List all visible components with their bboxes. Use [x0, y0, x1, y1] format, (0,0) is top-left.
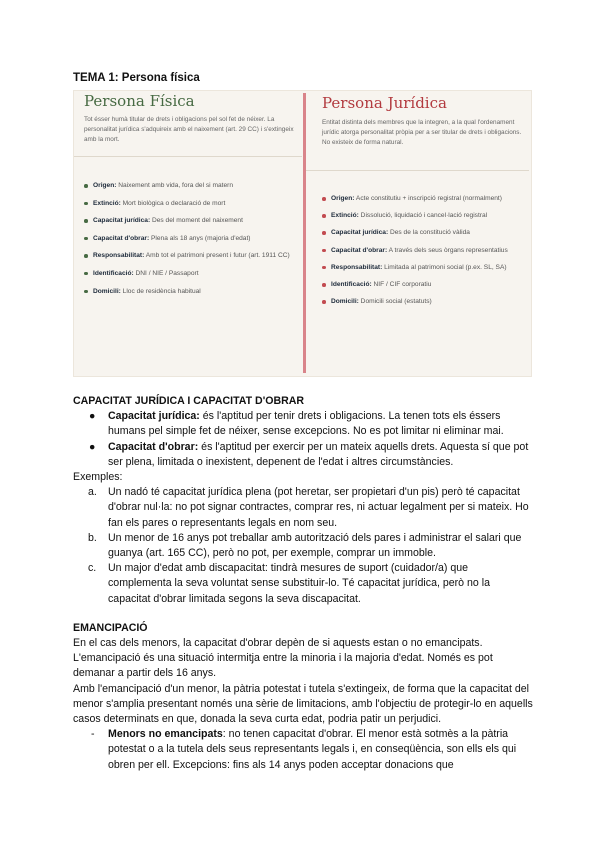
bullet-dot-icon	[322, 231, 326, 235]
list-item: Identificació: DNI / NIE / Passaport	[84, 269, 294, 278]
list-item: Capacitat d'obrar: A través dels seus òrgans representatius	[322, 246, 522, 255]
column-separator	[306, 170, 529, 171]
list-item: Domicili: Domicili social (estatuts)	[322, 297, 522, 306]
bullet-dot-icon	[84, 184, 88, 188]
dash-item: - Menors no emancipats: no tenen capacitat d'obrar. El menor està sotmès a la pàtria potestat o a la tutela dels seus representants legals i, en conseqüència, son ells els qui obren per ell. Excepcions: fins als 14 anys poden acceptar donacions que	[91, 728, 517, 771]
bullet-marker: ●	[89, 440, 96, 453]
bullet-dot-icon	[84, 202, 88, 206]
persona-fisica-column	[74, 91, 302, 376]
bullet-dot-icon	[84, 219, 88, 223]
list-item: Extinció: Dissolució, liquidació i cancel·lació registral	[322, 211, 522, 220]
bullet-dot-icon	[322, 283, 326, 287]
list-item: Identificació: NIF / CIF corporatiu	[322, 280, 522, 289]
persona-juridica-definition: Entitat distinta dels membres que la integren, a la qual l'ordenament jurídic atorga personalitat pròpia per a ser titular de drets i obligacions. No existeix de forma natural.	[322, 119, 522, 146]
section-heading: CAPACITAT JURÍDICA I CAPACITAT D'OBRAR	[73, 395, 305, 407]
section-heading: EMANCIPACIÓ	[73, 621, 148, 634]
persona-juridica-list	[322, 194, 522, 314]
examples-label: Exemples:	[73, 471, 123, 484]
bullet-marker: ●	[89, 410, 96, 423]
paragraph: Amb l'emancipació d'un menor, la pàtria potestat i tutela s'extingeix, de forma que la capacitat del menor s'amplia presentant només una sèrie de limitacions, amb l'objectiu de protegir-lo en aquells casos determinats en que, donada la seva curta edat, podria patir un perjudici.	[73, 682, 533, 726]
bullet-dot-icon	[322, 197, 326, 201]
column-separator	[74, 156, 302, 157]
list-item: Extinció: Mort biològica o declaració de mort	[84, 199, 294, 208]
bullet-dot-icon	[84, 237, 88, 241]
list-item: Capacitat jurídica: Des de la constitució vàlida	[322, 228, 522, 237]
list-item: Capacitat jurídica: Des del moment del naixement	[84, 216, 294, 225]
persona-juridica-column	[306, 91, 529, 376]
bullet-item: ● Capacitat jurídica: és l'aptitud per tenir drets i obligacions. La tenen tots els éssers humans pel simple fet de néixer, sense excepcions. No es pot limitar ni eliminar mai.	[89, 410, 504, 438]
persona-fisica-title: Persona Física	[84, 92, 195, 110]
bullet-item: ● Capacitat d'obrar: és l'aptitud per exercir per un mateix aquells drets. Aquesta sí que pot ser plena, limitada o inexistent, depenent de l'edat i altres circumstàncies.	[89, 440, 529, 468]
example-item: b. Un menor de 16 anys pot treballar amb autorització dels pares i administrar el salari que guanya (art. 165 CC), però no pot, per exemple, comprar un immoble.	[88, 531, 522, 560]
example-item: c. Un major d'edat amb discapacitat: tindrà mesures de suport (cuidador/a) que complementa la seva voluntat sense substituir-lo. Té capacitat jurídica, però no la capacitat d'obrar limitada segons la seva discapacitat.	[88, 562, 490, 605]
list-item: Responsabilitat: Limitada al patrimoni social (p.ex. SL, SA)	[322, 263, 522, 272]
bullet-dot-icon	[84, 272, 88, 276]
list-item: Origen: Acte constitutiu + inscripció registral (normalment)	[322, 194, 522, 203]
list-item: Domicili: Lloc de residència habitual	[84, 287, 294, 296]
bullet-dot-icon	[322, 266, 326, 270]
bullet-dot-icon	[322, 300, 326, 304]
list-item: Responsabilitat: Amb tot el patrimoni present i futur (art. 1911 CC)	[84, 251, 294, 260]
persona-fisica-definition: Tot ésser humà titular de drets i obligacions pel sol fet de néixer. La personalitat jurídica s'adquireix amb el naixement (art. 29 CC) i s'extingeix amb la mort.	[84, 116, 294, 143]
example-item: a. Un nadó té capacitat jurídica plena (pot heretar, ser propietari d'un pis) però té capacitat d'obrar nul·la: no pot signar contractes, comprar res, ni actuar legalment per si mateix. Ho fan els pares o representants legals en nom seu.	[88, 486, 529, 529]
bullet-dot-icon	[322, 249, 326, 253]
document-body	[73, 394, 533, 773]
list-item: Origen: Naixement amb vida, fora del si matern	[84, 181, 294, 190]
bullet-dot-icon	[322, 214, 326, 218]
bullet-dot-icon	[84, 254, 88, 258]
persona-juridica-title: Persona Jurídica	[322, 94, 447, 112]
list-item: Capacitat d'obrar: Plena als 18 anys (majoria d'edat)	[84, 234, 294, 243]
persona-fisica-list	[84, 181, 294, 304]
bullet-dot-icon	[84, 290, 88, 294]
page-title: TEMA 1: Persona física	[73, 72, 200, 84]
paragraph: En el cas dels menors, la capacitat d'obrar depèn de si aquests estan o no emancipats. L'emancipació és una situació intermitja entre la minoria i la majoria d'edat. Només es pot demanar a partir dels 16 anys.	[73, 637, 493, 680]
comparison-panel	[73, 90, 532, 377]
